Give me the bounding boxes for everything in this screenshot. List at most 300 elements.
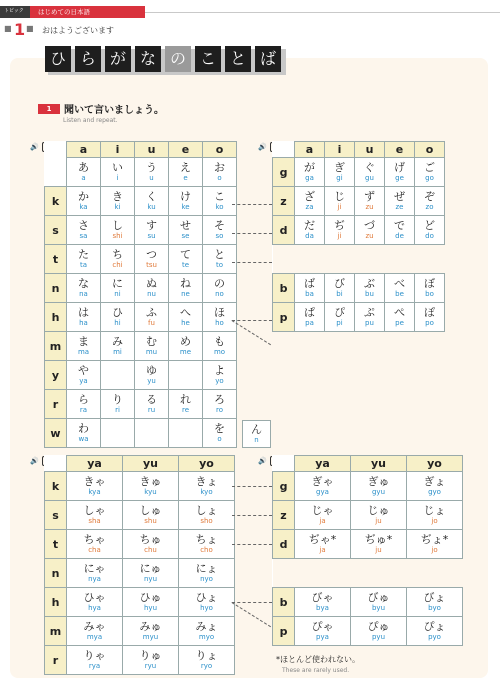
table-row xyxy=(45,588,235,617)
hiragana-yoon-table xyxy=(44,455,235,675)
kana-romaji: ga xyxy=(305,174,314,182)
row-label: z xyxy=(273,501,295,530)
kana-cell xyxy=(295,303,325,332)
kana-romaji: ho xyxy=(215,319,224,327)
kana-char: が xyxy=(304,161,315,174)
kana-cell xyxy=(203,361,237,390)
kana-cell xyxy=(179,530,235,559)
banner-char: こ xyxy=(195,46,221,72)
kana-romaji: mu xyxy=(145,348,158,356)
kana-char: べ xyxy=(394,277,405,290)
kana-cell xyxy=(295,158,325,187)
kana-char: ま xyxy=(78,335,89,348)
kana-cell xyxy=(123,472,179,501)
row-label: w xyxy=(45,419,67,448)
kana-char: ざ xyxy=(304,190,315,203)
top-bar-line xyxy=(145,12,500,13)
kana-romaji: nyo xyxy=(200,575,213,583)
kana-romaji: myo xyxy=(198,633,215,641)
kana-cell xyxy=(295,187,325,216)
kana-char: ぺ xyxy=(394,306,405,319)
kana-romaji: hyo xyxy=(200,604,213,612)
kana-cell xyxy=(101,419,135,448)
kana-char: にゅ xyxy=(139,562,162,575)
kana-char: ぼ xyxy=(424,277,435,290)
kana-romaji: ju xyxy=(375,517,382,525)
kana-char: れ xyxy=(180,393,191,406)
title-banner xyxy=(45,46,281,72)
kana-romaji: rya xyxy=(88,662,101,670)
row-label: m xyxy=(45,332,67,361)
row-label: h xyxy=(45,303,67,332)
kana-romaji: ta xyxy=(79,261,88,269)
hiragana-main-table xyxy=(44,141,237,448)
connector-h-b xyxy=(232,320,272,321)
kana-char: で xyxy=(394,219,405,232)
kana-romaji: ri xyxy=(115,406,120,414)
kana-char: あ xyxy=(78,161,89,174)
kana-char: ぽ xyxy=(424,306,435,319)
kana-cell xyxy=(415,187,445,216)
kana-cell xyxy=(67,158,101,187)
kana-char: しゃ xyxy=(83,504,106,517)
kana-char: つ xyxy=(146,248,157,261)
kana-cell xyxy=(123,559,179,588)
kana-romaji: cha xyxy=(88,546,101,554)
kana-romaji: do xyxy=(425,232,434,240)
kana-char: にゃ xyxy=(83,562,106,575)
row-label: h xyxy=(45,588,67,617)
kana-char: わ xyxy=(78,422,89,435)
kana-char: じ xyxy=(334,190,345,203)
kana-romaji: ryu xyxy=(144,662,157,670)
kana-char: みょ xyxy=(195,620,218,633)
kana-romaji: pyu xyxy=(371,633,386,641)
kana-romaji: pu xyxy=(365,319,374,327)
kana-romaji: ku xyxy=(147,203,156,211)
kana-char: し xyxy=(112,219,123,232)
table-row xyxy=(273,501,463,530)
kana-cell xyxy=(123,530,179,559)
kana-romaji: ma xyxy=(77,348,90,356)
kana-cell xyxy=(179,646,235,675)
kana-romaji: i xyxy=(116,174,119,182)
kana-romaji: yu xyxy=(147,377,156,385)
kana-char: ひょ xyxy=(195,591,218,604)
kana-romaji: mya xyxy=(86,633,103,641)
kana-char: ぴゃ xyxy=(311,620,334,633)
kana-romaji: sho xyxy=(200,517,213,525)
topic-tag: トピック xyxy=(4,8,24,14)
kana-romaji: shu xyxy=(144,517,157,525)
kana-char: きゃ xyxy=(83,475,106,488)
column-header: u xyxy=(135,142,169,158)
kana-cell xyxy=(385,158,415,187)
kana-char: け xyxy=(180,190,191,203)
kana-cell xyxy=(101,303,135,332)
kana-char: ひゅ xyxy=(139,591,162,604)
kana-romaji: za xyxy=(305,203,314,211)
kana-char: ちゃ xyxy=(83,533,106,546)
kana-cell xyxy=(179,472,235,501)
banner-char: ば xyxy=(255,46,281,72)
kana-romaji: wa xyxy=(78,435,89,443)
kana-cell xyxy=(243,421,271,448)
kana-char: ご xyxy=(424,161,435,174)
kana-cell xyxy=(325,158,355,187)
kana-cell xyxy=(203,419,237,448)
row-label xyxy=(45,158,67,187)
kana-cell xyxy=(67,303,101,332)
table-row xyxy=(273,274,445,303)
kana-char: だ xyxy=(304,219,315,232)
kana-cell xyxy=(415,303,445,332)
connector-ys-yz xyxy=(232,515,272,516)
kana-cell xyxy=(169,332,203,361)
table-row xyxy=(45,245,237,274)
kana-cell xyxy=(67,274,101,303)
kana-romaji: zu xyxy=(365,203,374,211)
kana-romaji: go xyxy=(425,174,434,182)
kana-cell xyxy=(135,361,169,390)
kana-char: な xyxy=(78,277,89,290)
lesson-mark-right: ■ xyxy=(26,24,34,33)
table-row xyxy=(45,472,235,501)
kana-char: ちょ xyxy=(195,533,218,546)
kana-char: きょ xyxy=(195,475,218,488)
kana-romaji: na xyxy=(79,290,88,298)
kana-romaji: bu xyxy=(365,290,374,298)
table-row xyxy=(45,559,235,588)
connector-t-d xyxy=(232,262,272,263)
kana-cell xyxy=(325,216,355,245)
kana-cell xyxy=(355,216,385,245)
kana-char: ぴょ xyxy=(423,620,446,633)
kana-char: ら xyxy=(78,393,89,406)
column-header: o xyxy=(415,142,445,158)
kana-romaji: nya xyxy=(88,575,101,583)
kana-romaji: n xyxy=(254,436,259,444)
kana-cell xyxy=(415,158,445,187)
kana-romaji: no xyxy=(215,290,224,298)
kana-romaji: re xyxy=(181,406,190,414)
kana-romaji: ka xyxy=(79,203,88,211)
kana-cell xyxy=(101,390,135,419)
kana-romaji: me xyxy=(179,348,192,356)
kana-cell xyxy=(169,361,203,390)
kana-char: ば xyxy=(304,277,315,290)
kana-cell xyxy=(203,187,237,216)
banner-char: の xyxy=(165,46,191,72)
kana-char: ぬ xyxy=(146,277,157,290)
kana-romaji: chi xyxy=(112,261,123,269)
column-header: u xyxy=(355,142,385,158)
column-header: yo xyxy=(407,456,463,472)
hiragana-n-table xyxy=(242,420,271,448)
kana-romaji: ze xyxy=(395,203,404,211)
section-subtitle: Listen and repeat. xyxy=(63,117,118,124)
speaker-icon: 🔊 xyxy=(258,457,267,465)
column-header: yu xyxy=(123,456,179,472)
kana-romaji: o xyxy=(217,174,222,182)
column-header: i xyxy=(325,142,355,158)
kana-romaji: ge xyxy=(395,174,404,182)
kana-romaji: hya xyxy=(88,604,101,612)
kana-cell xyxy=(123,501,179,530)
kana-cell xyxy=(67,361,101,390)
kana-char: きゅ xyxy=(139,475,162,488)
table-corner xyxy=(273,456,295,472)
table-row xyxy=(273,530,463,559)
connector-s-z xyxy=(232,233,272,234)
kana-char: ぱ xyxy=(304,306,315,319)
kana-char: に xyxy=(112,277,123,290)
speaker-icon: 🔊 xyxy=(30,143,39,151)
kana-cell xyxy=(295,501,351,530)
kana-char: ぎょ xyxy=(423,475,446,488)
kana-romaji: so xyxy=(215,232,224,240)
kana-romaji: mi xyxy=(113,348,122,356)
kana-cell xyxy=(415,216,445,245)
kana-char: ず xyxy=(364,190,375,203)
column-header: yu xyxy=(351,456,407,472)
kana-romaji: fu xyxy=(148,319,155,327)
kana-char: す xyxy=(146,219,157,232)
table-row xyxy=(45,158,237,187)
kana-cell xyxy=(407,588,463,617)
kana-romaji: de xyxy=(395,232,404,240)
kana-romaji: mo xyxy=(213,348,226,356)
row-label: z xyxy=(273,187,295,216)
kana-cell xyxy=(407,501,463,530)
kana-char: ん xyxy=(251,423,262,436)
kana-cell xyxy=(135,216,169,245)
kana-cell xyxy=(135,419,169,448)
column-header: i xyxy=(101,142,135,158)
kana-char: む xyxy=(146,335,157,348)
row-label: p xyxy=(273,617,295,646)
kana-cell xyxy=(67,530,123,559)
kana-romaji: ha xyxy=(79,319,88,327)
kana-romaji: su xyxy=(147,232,156,240)
connector-yh-yb xyxy=(232,602,272,603)
kana-romaji: tsu xyxy=(146,261,157,269)
table-corner xyxy=(45,142,67,158)
kana-cell xyxy=(203,274,237,303)
kana-char: と xyxy=(214,248,225,261)
kana-cell xyxy=(101,361,135,390)
spacer-row xyxy=(273,559,463,588)
kana-char: り xyxy=(112,393,123,406)
kana-cell xyxy=(67,559,123,588)
kana-char: げ xyxy=(394,161,405,174)
speaker-icon: 🔊 xyxy=(258,143,267,151)
kana-char: る xyxy=(146,393,157,406)
row-label: y xyxy=(45,361,67,390)
kana-romaji: ju xyxy=(375,546,382,554)
kana-char: みゅ xyxy=(139,620,162,633)
kana-char: て xyxy=(180,248,191,261)
kana-char: こ xyxy=(214,190,225,203)
table-row xyxy=(45,216,237,245)
kana-cell xyxy=(295,617,351,646)
kana-cell xyxy=(67,617,123,646)
footnote: *ほとんど使われない。 xyxy=(276,655,360,664)
kana-cell xyxy=(295,530,351,559)
kana-cell xyxy=(351,530,407,559)
kana-cell xyxy=(135,245,169,274)
kana-romaji: bya xyxy=(316,604,329,612)
row-label: r xyxy=(45,390,67,419)
kana-romaji: ro xyxy=(215,406,223,414)
kana-cell xyxy=(135,158,169,187)
kana-romaji: byo xyxy=(428,604,441,612)
kana-cell xyxy=(295,472,351,501)
kana-char: ぜ xyxy=(394,190,405,203)
kana-char: は xyxy=(78,306,89,319)
kana-romaji: kyo xyxy=(200,488,213,496)
kana-char: ち xyxy=(112,248,123,261)
kana-char: ぎ xyxy=(334,161,345,174)
kana-cell xyxy=(169,390,203,419)
connector-k-g xyxy=(232,204,272,205)
row-label: s xyxy=(45,501,67,530)
table-row xyxy=(273,303,445,332)
kana-romaji: da xyxy=(305,232,314,240)
kana-romaji: pya xyxy=(316,633,329,641)
kana-cell xyxy=(135,187,169,216)
table-row xyxy=(273,617,463,646)
kana-romaji: to xyxy=(215,261,224,269)
kana-cell xyxy=(67,472,123,501)
table-row xyxy=(273,216,445,245)
kana-cell xyxy=(325,187,355,216)
kana-cell xyxy=(351,472,407,501)
banner-char: と xyxy=(225,46,251,72)
kana-char: ぢゃ* xyxy=(308,533,337,546)
kana-cell xyxy=(123,588,179,617)
kana-cell xyxy=(355,187,385,216)
kana-cell xyxy=(67,187,101,216)
kana-char: え xyxy=(180,161,191,174)
kana-cell xyxy=(179,617,235,646)
kana-char: い xyxy=(112,161,123,174)
table-corner xyxy=(45,456,67,472)
banner-char: ら xyxy=(75,46,101,72)
row-label: n xyxy=(45,559,67,588)
table-row xyxy=(45,332,237,361)
kana-char: みゃ xyxy=(83,620,106,633)
kana-romaji: zu xyxy=(365,232,374,240)
column-header: ya xyxy=(295,456,351,472)
kana-cell xyxy=(355,274,385,303)
kana-char: じょ xyxy=(423,504,446,517)
kana-char: りゃ xyxy=(83,649,106,662)
kana-romaji: bo xyxy=(425,290,434,298)
kana-char: や xyxy=(78,364,89,377)
kana-romaji: gi xyxy=(336,174,343,182)
kana-char: ぞ xyxy=(424,190,435,203)
row-label: b xyxy=(273,588,295,617)
kana-char: びゅ xyxy=(367,591,390,604)
table-row xyxy=(45,530,235,559)
kana-cell xyxy=(169,216,203,245)
top-bar xyxy=(0,0,500,22)
kana-cell xyxy=(169,245,203,274)
kana-cell xyxy=(355,303,385,332)
kana-romaji: te xyxy=(181,261,190,269)
kana-cell xyxy=(135,274,169,303)
kana-char: み xyxy=(112,335,123,348)
kana-romaji: gya xyxy=(316,488,329,496)
kana-char: ぷ xyxy=(364,306,375,319)
kana-cell xyxy=(325,303,355,332)
table-row xyxy=(243,421,271,448)
kana-char: く xyxy=(146,190,157,203)
kana-cell xyxy=(407,617,463,646)
kana-cell xyxy=(101,274,135,303)
kana-char: き xyxy=(112,190,123,203)
table-row xyxy=(45,390,237,419)
kana-char: ぢ xyxy=(334,219,345,232)
column-header: a xyxy=(295,142,325,158)
kana-romaji: ba xyxy=(305,290,314,298)
kana-char: しょ xyxy=(195,504,218,517)
kana-romaji: pi xyxy=(336,319,343,327)
kana-char: う xyxy=(146,161,157,174)
kana-cell xyxy=(351,588,407,617)
kana-romaji: bi xyxy=(336,290,343,298)
unit-title: はじめての日本語 xyxy=(38,8,90,16)
kana-char: ぢゅ* xyxy=(364,533,393,546)
table-row xyxy=(45,361,237,390)
kana-romaji: zo xyxy=(425,203,434,211)
kana-cell xyxy=(135,332,169,361)
kana-char: びょ xyxy=(423,591,446,604)
kana-romaji: pa xyxy=(305,319,314,327)
kana-cell xyxy=(101,332,135,361)
kana-romaji: e xyxy=(183,174,188,182)
table-row xyxy=(273,187,445,216)
column-header: e xyxy=(385,142,415,158)
kana-romaji: kya xyxy=(88,488,101,496)
kana-char: ろ xyxy=(214,393,225,406)
kana-romaji: pe xyxy=(395,319,404,327)
row-label: t xyxy=(45,245,67,274)
row-label: k xyxy=(45,472,67,501)
kana-cell xyxy=(351,501,407,530)
kana-cell xyxy=(407,530,463,559)
kana-romaji: pyo xyxy=(428,633,441,641)
kana-romaji: ke xyxy=(181,203,190,211)
kana-cell xyxy=(67,419,101,448)
kana-romaji: ja xyxy=(319,546,326,554)
kana-cell xyxy=(385,216,415,245)
kana-romaji: ko xyxy=(215,203,224,211)
column-header: e xyxy=(169,142,203,158)
kana-romaji: be xyxy=(395,290,404,298)
kana-char: ほ xyxy=(214,306,225,319)
kana-char: そ xyxy=(214,219,225,232)
kana-cell xyxy=(169,303,203,332)
kana-char: ね xyxy=(180,277,191,290)
kana-romaji: hyu xyxy=(143,604,157,612)
hiragana-yoon-voiced-table xyxy=(272,455,463,646)
kana-char: び xyxy=(334,277,345,290)
kana-cell xyxy=(67,216,101,245)
kana-char: も xyxy=(214,335,225,348)
row-label: d xyxy=(273,216,295,245)
